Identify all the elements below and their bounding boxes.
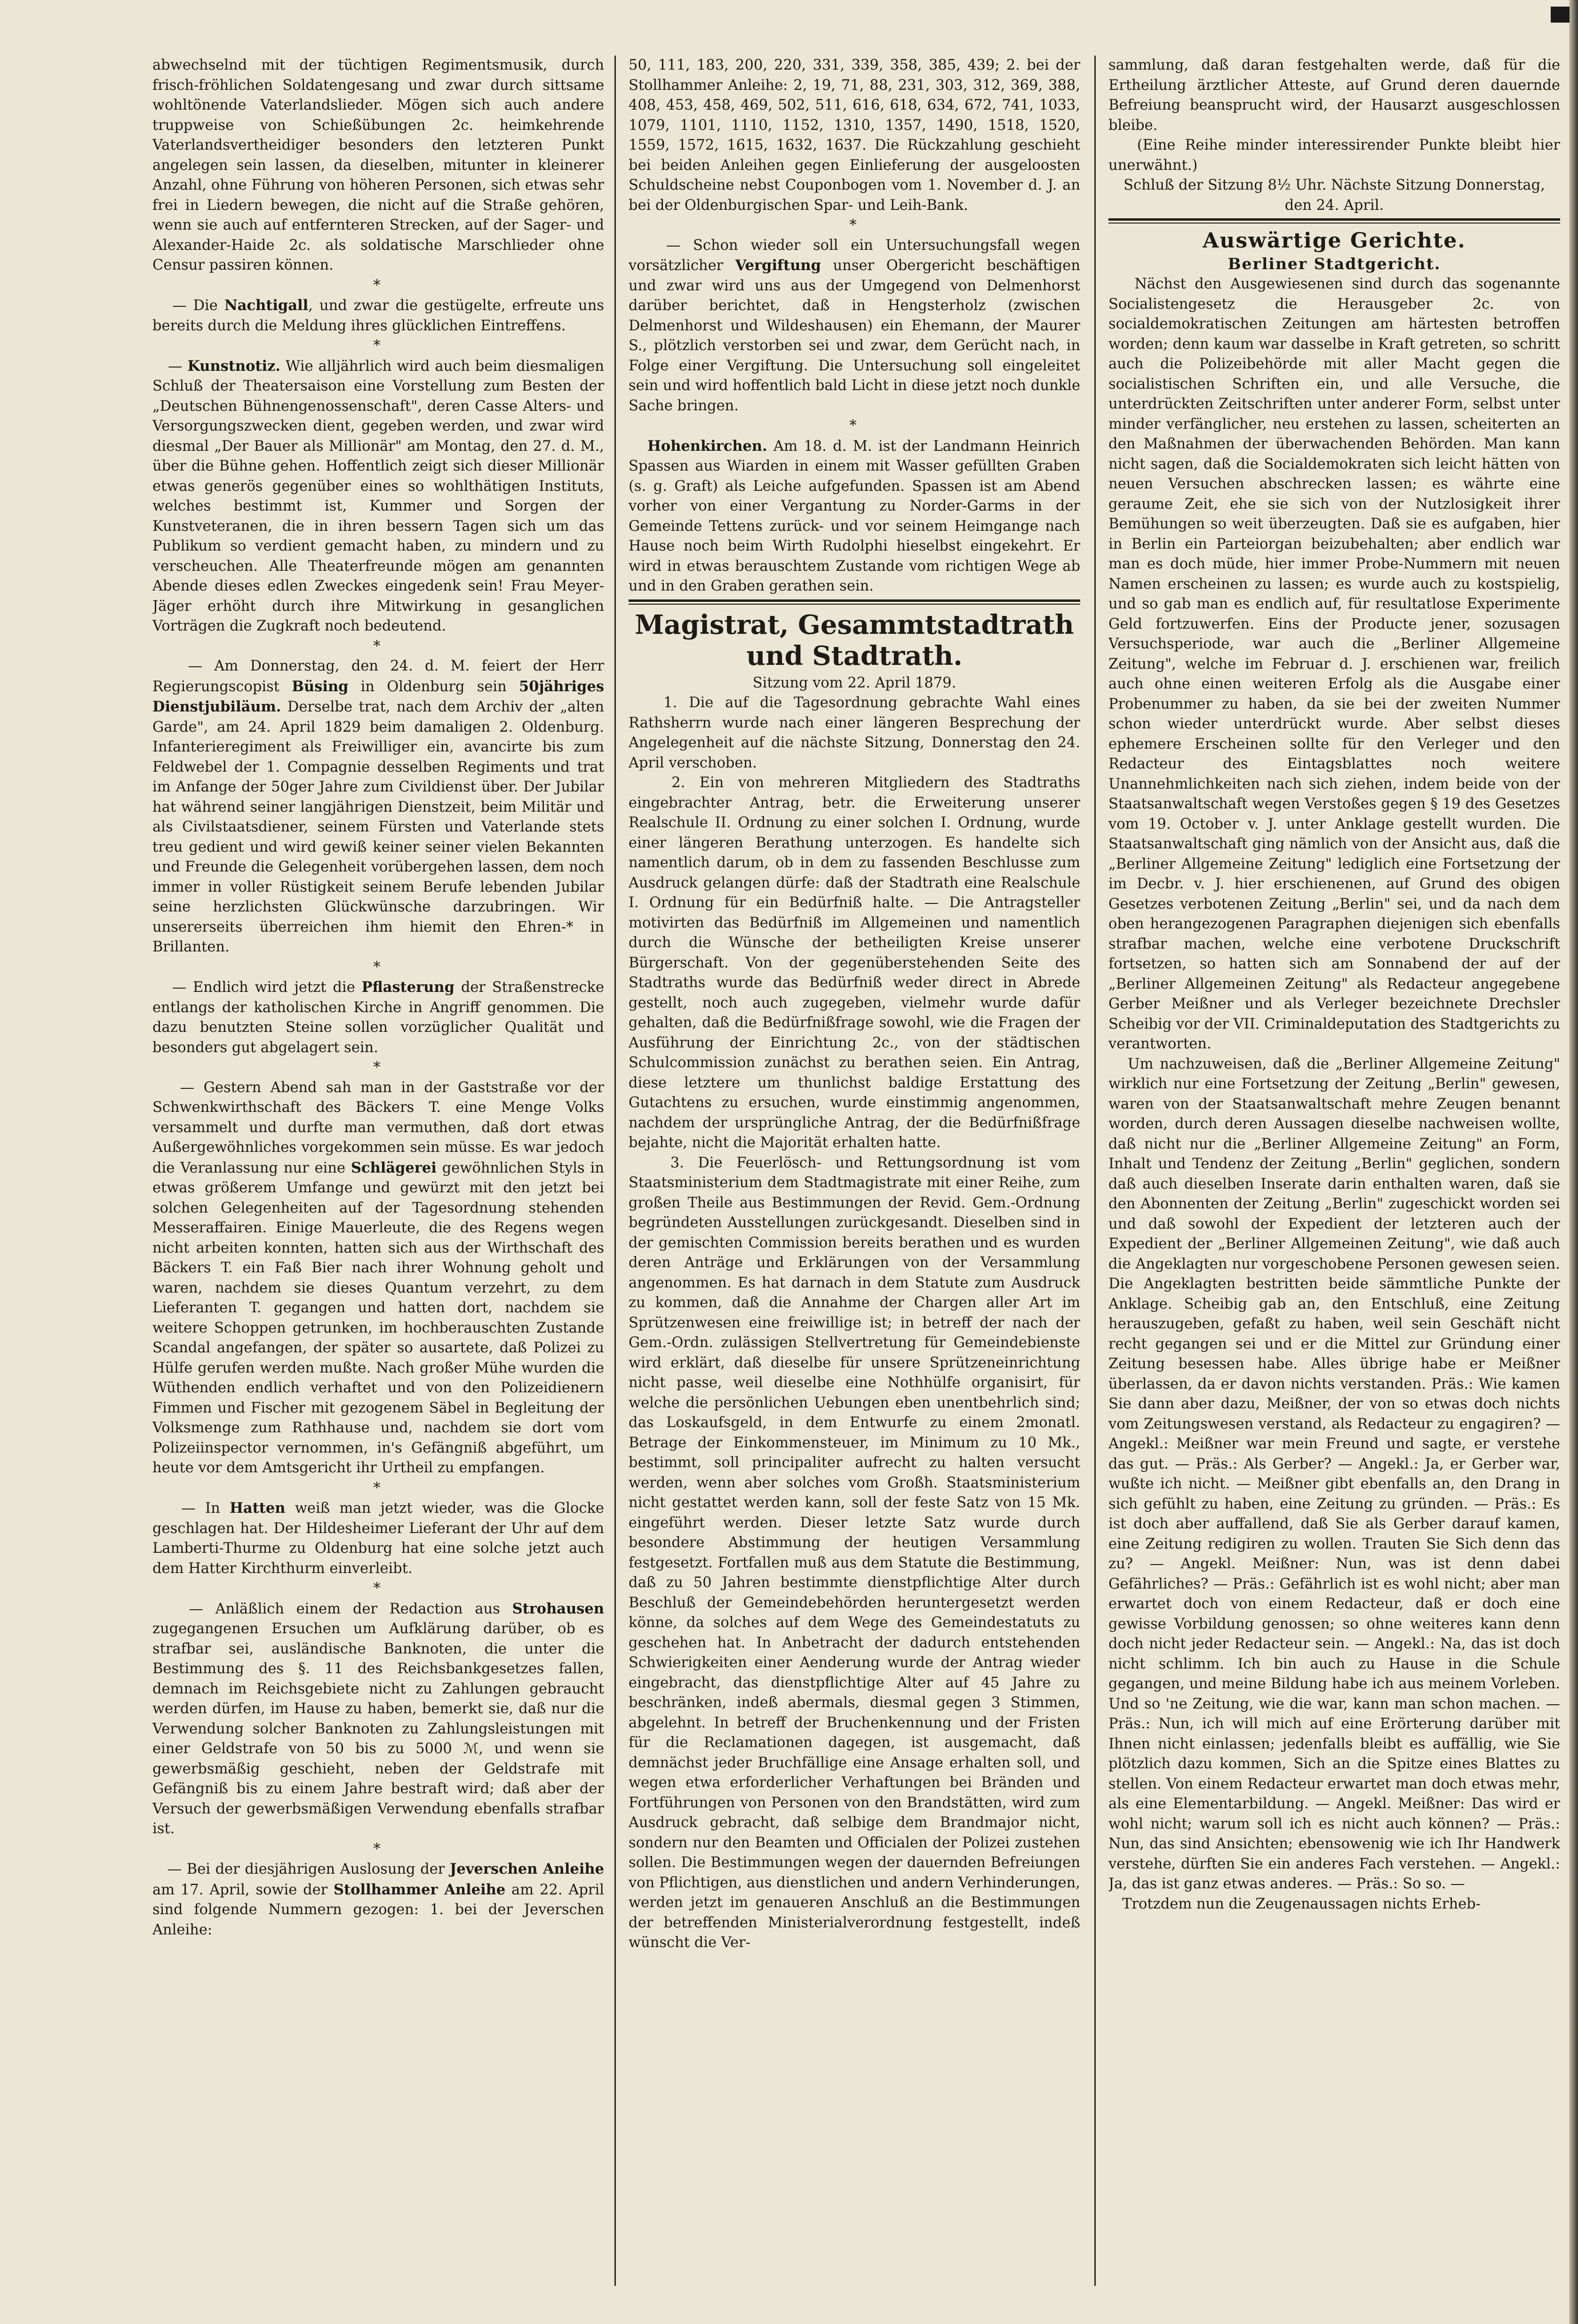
paragraph-vergiftung: — Schon wieder soll ein Untersuchungsfall wegen vorsätzlicher Vergiftung unser Obergericht beschäftigen und zwar wird uns aus der Umgegend von Delmenhorst darüber berichtet, daß in Hengsterholz (zwischen Delmenhorst und Wildeshausen) ein Ehemann, der Maurer S., plötzlich verstorben sei und zwar, dem Gerücht nach, in Folge einer Vergiftung. Die Untersuchung soll eingeleitet sein und wird hoffentlich bald Licht in diese jetzt noch dunkle Sache bringen. [629, 237, 1080, 414]
section-rule-thin [629, 604, 1080, 605]
session-date: Sitzung vom 22. April 1879. [752, 674, 956, 691]
paragraph-remark: (Eine Reihe minder interessirender Punkte bleibt hier unerwähnt.) [1108, 137, 1560, 174]
keyword-hatten: Hatten [230, 1500, 286, 1517]
column-3 [1108, 56, 1560, 2286]
keyword-buesing: Büsing [292, 678, 349, 695]
paragraph-schlaegerei: — Gestern Abend sah man in der Gaststraße vor der Schwenkwirthschaft des Bäckers T. eine Menge Volks versammelt und durfte man vermuthen, daß dort etwas Außergewöhnliches vorgekommen sein müsse. Es war jedoch die Veranlassung nur eine Schlägerei gewöhnlichen Styls in etwas größerem Umfange und gewürzt mit den jetzt bei solchen Gelegenheiten auf der Tagesordnung stehenden Messeraffairen. Einige Mauerleute, die des Regens wegen nicht arbeiten konnten, hatten sich aus der Wirthschaft des Bäckers T. ein Faß Bier nach ihrer Wohnung geholt und waren, nachdem sie dieses Quantum verzehrt, zu dem Lieferanten T. gegangen und hatten dort, nachdem sie weitere Schoppen getrunken, im hochberauschten Zustande Scandal angefangen, der später so ausartete, daß Polizei zu Hülfe gerufen werden mußte. Nach großer Mühe wurden die Wüthenden endlich verhaftet und von den Polizeidienern Fimmen und Fischer mit gezogenem Säbel in Begleitung der Volksmenge zum Rathhause und, nachdem sie dort vom Polizeiinspector vernommen, in's Gefängniß abgeführt, um heute vor dem Amtsgericht ihr Urtheil zu empfangen. [152, 1079, 604, 1476]
column-2 [629, 56, 1080, 2286]
section-rule [1108, 218, 1560, 221]
paragraph-jubilaeum: — Am Donnerstag, den 24. d. M. feiert der Herr Regierungscopist Büsing in Oldenburg sein 50jähriges Dienstjubiläum. Derselbe trat, nach dem Archiv der „alten Garde", am 24. April 1829 beim damaligen 2. Oldenburg. Infanterieregiment als Freiwilliger ein, avancirte bis zum Feldwebel der 1. Compagnie desselben Regiments und trat im Anfange der 50ger Jahre zum Civildienst über. Der Jubilar hat während seiner langjährigen Dienstzeit, beim Militär und als Civilstaatsdiener, seinem Fürsten und Vaterlande stets treu gedient und wird gewiß keiner seiner vielen Bekannten und Freunde die Gelegenheit vorübergehen lassen, dem noch immer in voller Rüstigkeit seinem Berufe lebenden Jubilar seine herzlichsten Glückwünsche darzubringen. Wir unsererseits überreichen ihm hiemit den Ehren-* in Brillanten. [152, 658, 604, 955]
scan-marker [1551, 7, 1570, 23]
column-rule-2 [1094, 56, 1096, 2286]
separator-asterisk: * [373, 1059, 383, 1076]
paragraph-berlin-2: Um nachzuweisen, daß die „Berliner Allgemeine Zeitung" wirklich nur eine Fortsetzung der Zeitung „Berlin" gewesen, waren von der Staatsanwaltschaft mehre Zeugen benannt worden, durch deren Aussagen dieselbe nachweisen wollte, daß nicht nur die „Berliner Allgemeine Zeitung" an Form, Inhalt und Tendenz der Zeitung „Berlin" geglichen, sondern daß auch dieselben Inserate darin enthalten waren, daß sie den Abonnenten der Zeitung „Berlin" zugeschickt worden sei und daß sowohl der Expedient der letzteren auch der Expedient der „Berliner Allgemeinen Zeitung", wie daß auch die Angeklagten nur vorgeschobene Personen gewesen seien. Die Angeklagten bestritten beide sämmtliche Punkte der Anklage. Scheibig gab an, den Entschluß, eine Zeitung herauszugeben, gefaßt zu haben, weil sein Geschäft nicht recht gegangen sei und er die Mittel zur Gründung einer Zeitung besessen habe. Alles übrige habe er Meißner überlassen, da er davon nichts verstanden. Präs.: Wie kamen Sie dann aber dazu, Meißner, der von so etwas doch nichts vom Zeitungswesen verstand, als Redacteur zu engagiren? — Angekl.: Meißner war mein Freund und sagte, er verstehe das gut. — Präs.: Als Gerber? — Angekl.: Ja, er Gerber war, wußte ich nicht. — Meißner gibt ebenfalls an, den Drang in sich gefühlt zu haben, eine Zeitung zu gründen. — Präs.: Es ist doch aber auffallend, daß Sie als Gerber darauf kamen, eine Zeitung redigiren zu wollen. Trauten Sie Sich denn das zu? — Angekl. Meißner: Nun, was ist denn dabei Gefährliches? — Präs.: Gefährlich ist es wohl nicht; aber man erwartet doch von einem Redacteur, daß er doch eine gewisse Vorbildung genossen; so ohne weiteres kann denn doch nicht jeder Redacteur sein. — Angekl.: Na, das ist doch nicht schlimm. Ich bin auch zu Hause in die Schule gegangen, und meine Bildung habe ich aus meinem Vorleben. Und so 'ne Zeitung, wie die war, kann man schon machen. — Präs.: Nun, ich will mich auf eine Erörterung darüber mit Ihnen nicht einlassen; jedenfalls bleibt es auffällig, wie Sie plötzlich dazu kommen, Sich an die Spitze eines Blattes zu stellen. Von einem Redacteur erwartet man doch etwas mehr, als eine Elementarbildung. — Angekl. Meißner: Das wird er wohl nicht; warum soll ich es nicht auch können? — Präs.: Nun, das sind Ansichten; ebensowenig wie ich Ihr Handwerk verstehe, dürften Sie ein anderes Fach verstehen. — Angekl.: Ja, das ist ganz etwas anderes. — Präs.: So so. — [1108, 1055, 1560, 1892]
section-heading-magistrat: Magistrat, Gesammtstadtrath und Stadtrath. [635, 609, 1074, 671]
separator-asterisk: * [373, 1580, 383, 1597]
paragraph-nightingale: — Die Nachtigall, und zwar die gestügelte, erfreute uns bereits durch die Meldung ihres glücklichen Eintreffens. [152, 297, 604, 334]
session-item-2: 2. Ein von mehreren Mitgliedern des Stadtraths eingebrachter Antrag, betr. die Erweiterung unserer Realschule II. Ordnung zu einer solchen I. Ordnung, wurde einer längeren Berathung unterzogen. Es handelte sich namentlich darum, ob in dem zu fassenden Beschlusse zum Ausdruck gelangen dürfe: daß der Stadtrath eine Realschule I. Ordnung für ein Bedürfniß halte. — Die Antragsteller motivirten das Bedürfniß im Allgemeinen und namentlich durch die Wünsche der betheiligten Kreise unserer Bürgerschaft. Von der gegenüberstehenden Seite des Stadtraths wurde das Bedürfniß weder direct in Abrede gestellt, noch auch zugegeben, vielmehr wurde dafür gehalten, daß die Bedürfnißfrage sowohl, wie die Fragen der Ausführung der Einrichtung 2c., von der städtischen Schulcommission zunächst zu berathen seien. Ein Antrag, diese letztere um thunlichst baldige Erstattung des Gutachtens zu ersuchen, wurde einstimmig angenommen, nachdem der ursprüngliche Antrag, der die Bedürfnißfrage bejahte, nicht die Majorität erhalten hatte. [629, 775, 1080, 1151]
separator-asterisk: * [373, 1840, 383, 1857]
session-item-1: 1. Die auf die Tagesordnung gebrachte Wahl eines Rathsherrn wurde nach einer längeren Besprechung der Angelegenheit auf die nächste Sitzung, Donnerstag den 24. April verschoben. [629, 695, 1080, 771]
separator-asterisk: * [373, 337, 383, 354]
keyword-kunstnotiz: Kunstnotiz. [187, 357, 281, 375]
paragraph-hohenkirchen: Hohenkirchen. Am 18. d. M. ist der Landmann Heinrich Spassen aus Wiarden in einem mit Wasser gefüllten Graben (s. g. Graft) als Leiche aufgefunden. Spassen ist am Abend vorher von einer Vergantung zu Norder-Garms in der Gemeinde Tettens zurück- und vor seinem Heimgange nach Hause noch beim Wirth Rudolphi hieselbst eingekehrt. Er wird in etwas berauschtem Zustande vom richtigen Wege ab und in den Graben gerathen sein. [629, 437, 1080, 594]
separator-asterisk: * [373, 277, 383, 294]
section-heading-gerichte: Auswärtige Gerichte. [1203, 229, 1466, 253]
session-item-3: 3. Die Feuerlösch- und Rettungsordnung ist vom Staatsministerium dem Stadtmagistrate mit einer Reihe, zum großen Theile aus Bestimmungen der Revid. Gem.-Ordnung begründeten Ausstellungen zurückgesandt. Dieselben sind in der gemischten Commission bereits berathen und es wurden deren Anträge und Erklärungen von der Versammlung angenommen. Es hat darnach in dem Statute zum Ausdruck zu kommen, daß die Annahme der Chargen aller Art im Sprützenwesen eine freiwillige ist; in betreff der nach der Gem.-Ordn. zulässigen Stellvertretung für Gemeindebienste wird erklärt, daß dieselbe für unsere Sprützeneinrichtung nicht passe, weil dieselbe eine Nothhülfe organisirt, für welche die persönlichen Uebungen eben unentbehrlich sind; das Loskaufsgeld, in dem Entwurfe zu einem 2monatl. Betrage der Einkommensteuer, im Minimum zu 10 Mk., bestimmt, soll principaliter aufrecht zu halten versucht werden, wenn aber solches vom Großh. Staatsministerium nicht gestattet werden kann, soll der feste Satz von 15 Mk. eingeführt werden. Dieser letzte Satz wurde durch besondere Abstimmung der heutigen Versammlung festgesetzt. Fortfallen muß aus dem Statute die Bestimmung, daß zu 50 Jahren bestimmte dienstpflichtige Alter durch Beschluß der Gemeindebehörden heruntergesetzt werden könne, da solches auf dem Wege des Gemeindestatuts zu geschehen hat. In Anbetracht der dadurch entstehenden Schwierigkeiten einer Aenderung wurde der Antrag wieder eingebracht, das dienstpflichtige Alter auf 45 Jahre zu beschränken, indeß abermals, diesmal gegen 3 Stimmen, abgelehnt. In betreff der Bruchenkennung und der Fristen für die Reclamationen dagegen, ist ausgemacht, daß demnächst jeder Bruchfällige eine Ansage erhalten soll, und wegen etwa erforderlicher Verhaftungen bei Bränden und Fortführungen von Personen von den Brandstätten, wird zum Ausdruck gebracht, daß selbige dem Brandmajor nicht, sondern nur den Beamten und Officialen der Polizei zustehen sollen. Die Bestimmungen wegen der dauernden Befreiungen von Pflichtigen, aus dienstlichen und andern Verhinderungen, werden jetzt im genaueren Anschluß an die Bestimmungen der betreffenden Ministerialverordnung festgestellt, indeß wünscht die Ver- [629, 1154, 1080, 1951]
column-1 [152, 56, 604, 2286]
paragraph-berlin-1: Nächst den Ausgewiesenen sind durch das sogenannte Socialistengesetz die Herausgeber 2c. von socialdemokratischen Zeitungen am härtesten betroffen worden; denn kaum war dasselbe in Kraft getreten, so schritt auch die Polizeibehörde mit aller Macht gegen die socialistischen Schriften ein, und alle Versuche, die unterdrückten Zeitschriften unter anderer Form, selbst unter minder verfänglicher, neu erstehen zu lassen, scheiterten an den Maßnahmen der überwachenden Behörden. Man kann nicht sagen, daß die Socialdemokraten sich leicht hätten von neuen Versuchen abschrecken lassen; es währte eine geraume Zeit, ehe sie sich von der Nutzlosigkeit ihrer Bemühungen so weit überzeugten. Daß sie es aufgaben, hier in Berlin ein Parteiorgan beizubehalten; aber endlich war man es doch müde, hier immer Probe-Nummern mit neuen Namen erscheinen zu lassen; es wurde auch zu kostspielig, und so gab man es endlich auf, für resultatlose Experimente Geld fortzuwerfen. Eins der Producte jener, sozusagen Versuchsperiode, war auch die „Berliner Allgemeine Zeitung", welche im Februar d. J. erschienen war, freilich auch ohne einen weiteren Erfolg als die Ausgabe einer Probenummer zu haben, da sie bei der zweiten Nummer schon wieder unterdrückt wurde. Aber selbst dieses ephemere Erscheinen sollte für den Verleger und den Redacteur des Eintagsblattes noch weitere Unannehmlichkeiten nach sich ziehen, indem beide von der Staatsanwaltschaft wegen Verstoßes gegen § 19 des Gesetzes vom 19. October v. J. unter Anklage gestellt wurden. Die Staatsanwaltschaft ging nämlich von der Ansicht aus, daß die „Berliner Allgemeine Zeitung" lediglich eine Fortsetzung der im Decbr. v. J. hier erschienenen, auf Grund des obigen Gesetzes verbotenen Zeitung „Berlin" sei, und da nach dem oben herangezogenen Paragraphen diejenigen sich ebenfalls strafbar machen, welche eine verbotene Druckschrift fortsetzen, so hatten sich am Sonnabend der auf der „Berliner Allgemeinen Zeitung" als Redacteur angegebene Gerber Meißner und als Verleger bezeichnete Drechsler Scheibig vor der VII. Criminaldeputation des Stadtgerichts zu verantworten. [1108, 276, 1560, 1052]
column-rule-1 [614, 56, 616, 2286]
page-edge-shadow [1569, 0, 1578, 2324]
keyword-pflasterung: Pflasterung [361, 979, 454, 996]
paragraph-pflasterung: — Endlich wird jetzt die Pflasterung der Straßenstrecke entlangs der katholischen Kirche in Angriff genommen. Die dazu benutzten Steine sollen vorzüglicher Qualität und besonders gut abgelagert sein. [152, 979, 604, 1056]
paragraph-anleihe-numbers: 50, 111, 183, 200, 220, 331, 339, 358, 385, 439; 2. bei der Stollhammer Anleihe: 2, 19, 71, 88, 231, 303, 312, 369, 388, 408, 453, 458, 469, 502, 511, 616, 618, 634, 672, 741, 1033, 1079, 1101, 1110, 1152, 1310, 1357, 1490, 1518, 1520, 1559, 1572, 1615, 1632, 1637. Die Rückzahlung geschieht bei beiden Anleihen gegen Einlieferung der ausgeloosten Schuldscheine nebst Couponbogen vom 1. November d. J. an bei der Oldenburgischen Spar- und Leih-Bank. [629, 57, 1080, 214]
keyword-vergiftung: Vergiftung [735, 257, 821, 274]
paragraph-strohausen: — Anläßlich einem der Redaction aus Strohausen zugegangenen Ersuchen um Aufklärung darüber, ob es strafbar sei, ausländische Banknoten, die unter die Bestimmung des §. 11 des Reichsbankgesetzes fallen, demnach im Reichsgebiete nicht zu Zahlungen gebraucht werden dürfen, im Hause zu haben, bemerkt sie, daß nur die Verwendung solcher Banknoten zu Zahlungsleistungen mit einer Geldstrafe von 50 bis zu 5000 ℳ, und wenn sie gewerbsmäßig geschieht, neben der Geldstrafe mit Gefängniß bis zu einem Jahre bestraft wird; daß aber der Versuch der gewerbsmäßigen Verwendung ebenfalls strafbar ist. [152, 1600, 604, 1837]
paragraph-next-session: Schluß der Sitzung 8½ Uhr. Nächste Sitzung Donnerstag, den 24. April. [1124, 177, 1545, 214]
keyword-nachtigall: Nachtigall [224, 297, 309, 314]
keyword-jeversche-anleihe: Jeverschen Anleihe [449, 1861, 604, 1877]
keyword-dienstjubilaeum: 50jähriges Dienstjubiläum. [152, 678, 604, 715]
separator-asterisk: * [373, 638, 383, 655]
keyword-hohenkirchen: Hohenkirchen. [647, 437, 767, 455]
paragraph-hatten: — In Hatten weiß man jetzt wieder, was die Glocke geschlagen hat. Der Hildesheimer Lieferant der Uhr auf dem Lamberti-Thurme zu Oldenburg hat eine solche jetzt auch dem Hatter Kirchthurm einverleibt. [152, 1500, 604, 1577]
keyword-strohausen: Strohausen [512, 1600, 604, 1617]
separator-asterisk: * [849, 217, 860, 233]
paragraph-soldiers: abwechselnd mit der tüchtigen Regimentsmusik, durch frisch-fröhlichen Soldatengesang und zwar durch sittsame wohltönende Vaterlandslieder. Mögen sich auch andere truppweise von Schießübungen 2c. heimkehrende Vaterlandsvertheidiger besonders den letzteren Punkt angelegen sein lassen, da dieselben, mitunter in kleinerer Anzahl, ohne Führung von höheren Personen, sich etwas sehr frei in Liedern bewegen, die nicht auf die Straße gehören, wenn sie auch auf entfernteren Strecken, auf der Sager- und Alexander-Haide 2c. als soldatische Marschlieder ohne Censur passiren können. [152, 57, 604, 273]
separator-asterisk: * [373, 1479, 383, 1496]
paragraph-anleihe: — Bei der diesjährigen Auslosung der Jeverschen Anleihe am 17. April, sowie der Stollhammer Anleihe am 22. April sind folgende Nummern gezogen: 1. bei der Jeverschen Anleihe: [152, 1861, 604, 1938]
separator-asterisk: * [849, 417, 860, 434]
paragraph-berlin-3: Trotzdem nun die Zeugenaussagen nichts Erheb- [1122, 1895, 1481, 1912]
keyword-schlaegerei: Schlägerei [351, 1159, 437, 1176]
section-rule-thin [1108, 223, 1560, 224]
section-subheading-stadtgericht: Berliner Stadtgericht. [1227, 255, 1441, 273]
section-rule [629, 599, 1080, 602]
keyword-stollhammer-anleihe: Stollhammer Anleihe [334, 1881, 506, 1898]
separator-asterisk: * [373, 958, 383, 975]
paragraph-session-end: sammlung, daß daran festgehalten werde, daß für die Ertheilung ärztlicher Atteste, auf Grund deren dauernde Befreiung beansprucht wird, der Hausarzt ausgeschlossen bleibe. [1108, 57, 1560, 134]
paragraph-kunstnotiz: — Kunstnotiz. Wie alljährlich wird auch beim diesmaligen Schluß der Theatersaison eine Vorstellung zum Besten der „Deutschen Bühnengenossenschaft", deren Casse Alters- und Versorgungszwecken dient, gegeben werden, und zwar wird diesmal „Der Bauer als Millionär" am Montag, den 27. d. M., über die Bühne gehen. Hoffentlich zeigt sich dieser Millionär etwas generös gegenüber eines so wohlthätigen Instituts, welches bestimmt ist, Kummer und Sorgen der Kunstveteranen, die in ihren bessern Tagen sich um das Publikum so verdient gemacht haben, zu mindern und zu verscheuchen. Alle Theaterfreunde mögen am genannten Abende dieses edlen Zweckes eingedenk sein! Frau Meyer-Jäger erhöht durch ihre Mitwirkung in gesanglichen Vorträgen die Zugkraft noch bedeutend. [152, 357, 604, 634]
